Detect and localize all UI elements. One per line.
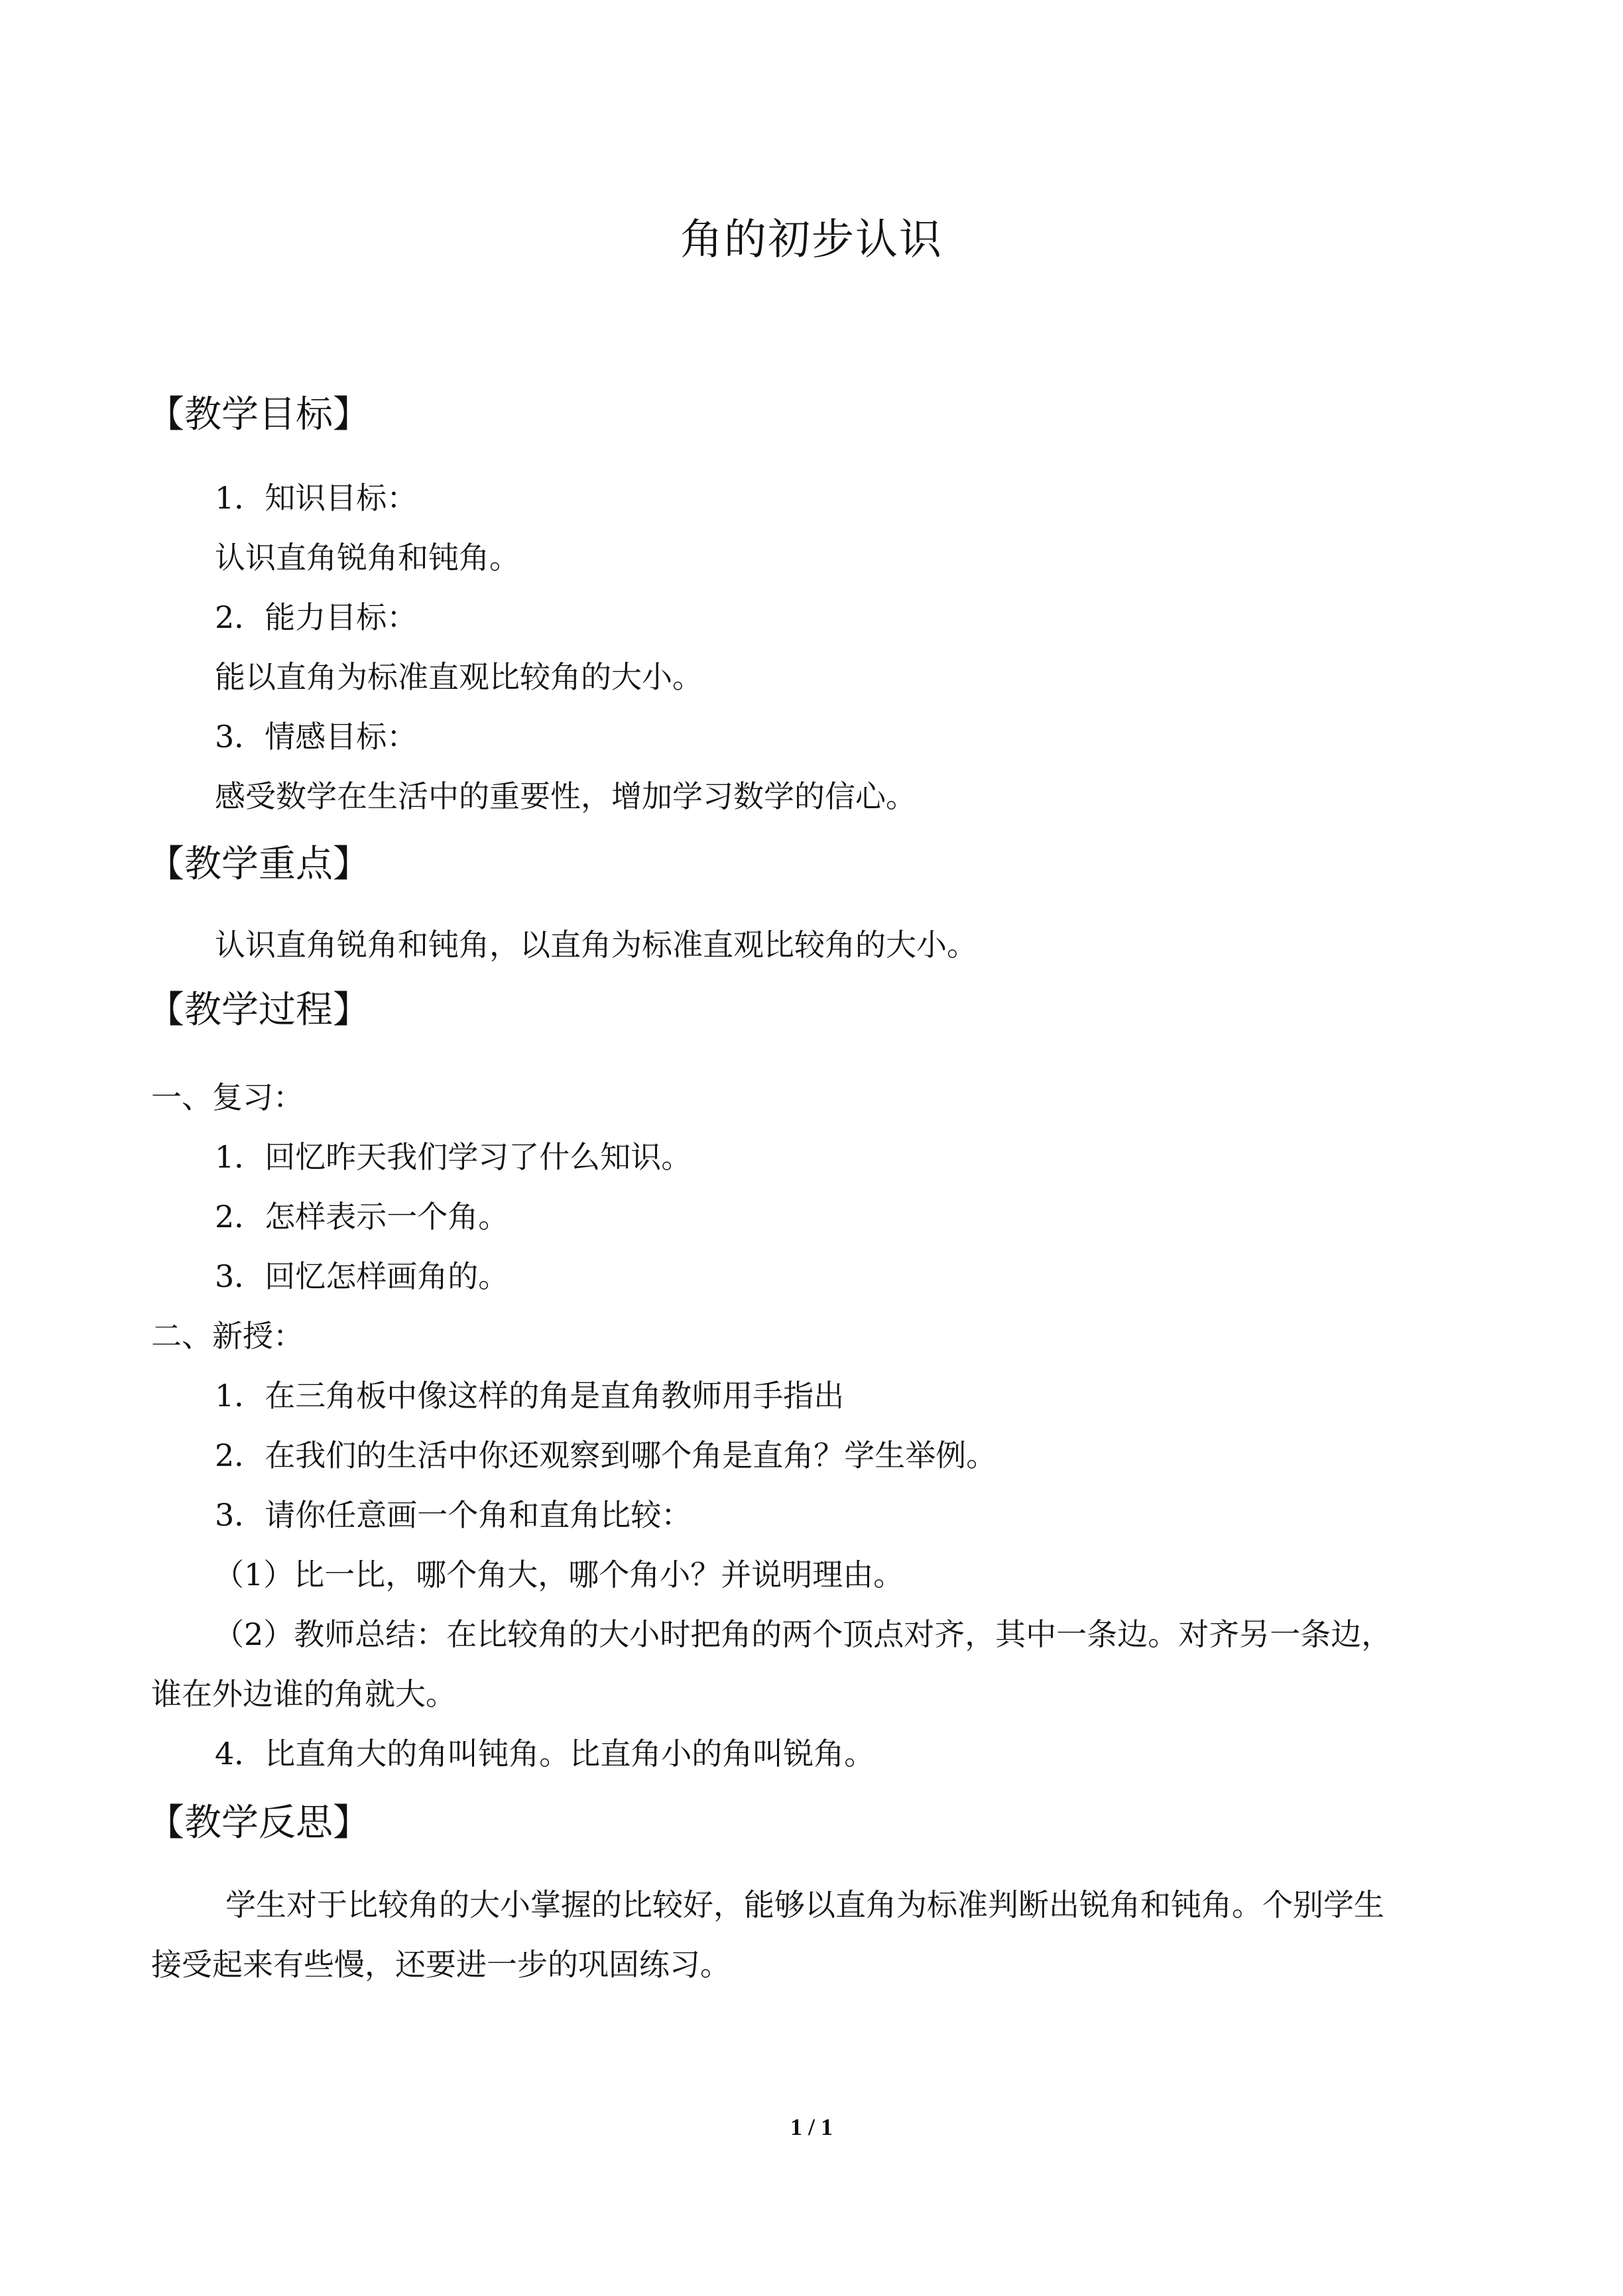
section-heading-focus: 【教学重点】: [147, 843, 370, 886]
reflection-text: 学生对于比较角的大小掌握的比较好，能够以直角为标准判断出锐角和钝角。个别学生: [225, 1887, 1384, 1923]
new-item-continued: 谁在外边谁的角就大。: [151, 1676, 456, 1712]
goal-item: 2．能力目标：: [215, 599, 418, 635]
new-item: 1．在三角板中像这样的角是直角教师用手指出: [215, 1378, 845, 1414]
new-item: 2．在我们的生活中你还观察到哪个角是直角？学生举例。: [215, 1437, 997, 1473]
goal-item: 能以直角为标准直观比较角的大小。: [215, 659, 703, 695]
new-item: 3．请你任意画一个角和直角比较：: [215, 1497, 692, 1533]
new-item: （1）比一比，哪个角大，哪个角小？并说明理由。: [213, 1557, 904, 1593]
goal-item: 认识直角锐角和钝角。: [215, 540, 520, 575]
section-heading-goals: 【教学目标】: [147, 393, 370, 436]
new-item: 4．比直角大的角叫钝角。比直角小的角叫锐角。: [215, 1736, 875, 1772]
review-item: 1．回忆昨天我们学习了什么知识。: [215, 1139, 692, 1175]
page-number: 1 / 1: [790, 2114, 833, 2140]
new-label: 二、新授：: [151, 1318, 304, 1354]
section-heading-reflection: 【教学反思】: [147, 1801, 370, 1844]
review-item: 2．怎样表示一个角。: [215, 1199, 509, 1235]
review-label: 一、复习：: [151, 1079, 304, 1115]
focus-text: 认识直角锐角和钝角，以直角为标准直观比较角的大小。: [215, 927, 977, 963]
goal-item: 感受数学在生活中的重要性，增加学习数学的信心。: [215, 778, 916, 814]
goal-item: 1．知识目标：: [215, 480, 418, 516]
section-heading-process: 【教学过程】: [147, 989, 370, 1032]
review-item: 3．回忆怎样画角的。: [215, 1258, 509, 1294]
page-title: 角的初步认识: [680, 215, 943, 265]
goal-item: 3．情感目标：: [215, 719, 418, 755]
reflection-text: 接受起来有些慢，还要进一步的巩固练习。: [151, 1947, 731, 1982]
new-item: （2）教师总结：在比较角的大小时把角的两个顶点对齐，其中一条边。对齐另一条边，: [213, 1616, 1392, 1652]
